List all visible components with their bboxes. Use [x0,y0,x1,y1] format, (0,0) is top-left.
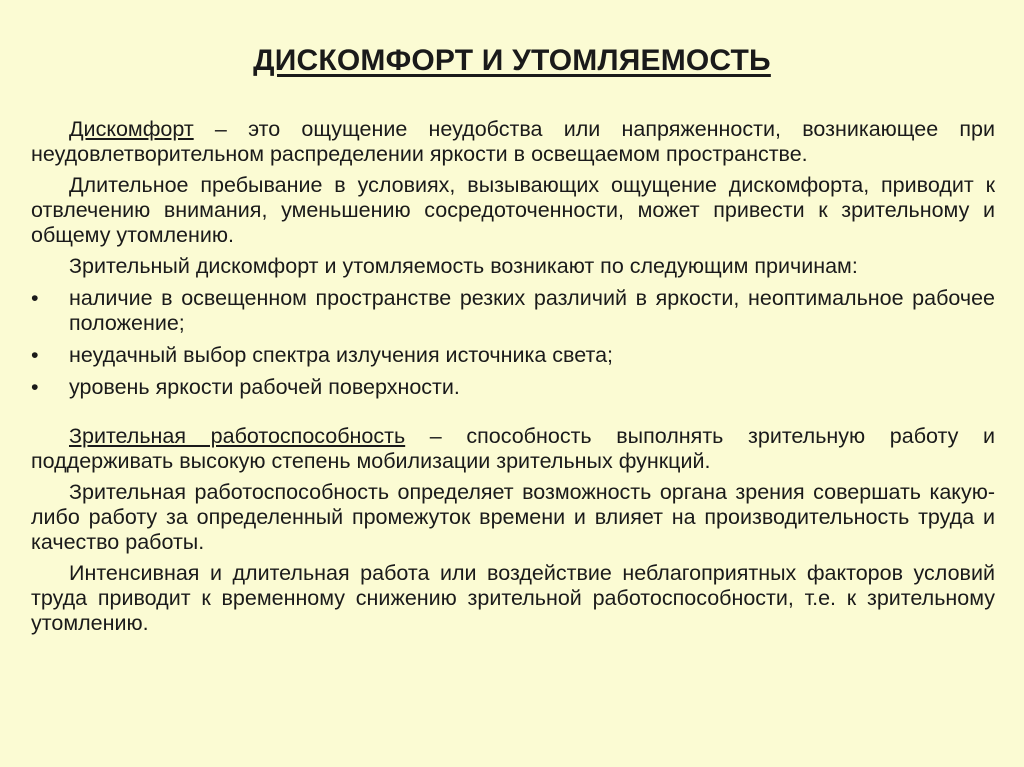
paragraph-causes-intro: Зрительный дискомфорт и утомляемость возникают по следующим причинам: [69,254,858,278]
list-item-text: уровень яркости рабочей поверхности. [69,375,460,399]
paragraph-visual-performance-effect: Зрительная работоспособность определяет возможность органа зрения совершать какую-либо работу за определенный промежуток времени и влияет на производительность труда и качество работы. [31,480,995,554]
term-discomfort: Дискомфорт [69,117,194,141]
term-visual-performance: Зрительная работоспособность [69,424,406,448]
list-item [31,343,995,368]
paragraph-visual-performance-definition [31,424,995,474]
list-item [31,375,995,400]
list-item-text: наличие в освещенном пространстве резких различий в яркости, неоптимальное рабочее положение; [69,286,995,335]
slide-body [31,117,995,636]
slide-title: ДИСКОМФОРТ И УТОМЛЯЕМОСТЬ [253,44,771,77]
paragraph-fatigue: Интенсивная и длительная работа или воздействие неблагоприятных факторов условий труда приводит к временному снижению зрительной работоспособности, т.е. к зрительному утомлению. [31,561,995,635]
list-item [31,286,995,336]
bullet-icon: • [31,343,39,367]
paragraph-discomfort-definition [31,117,995,167]
bullet-icon: • [31,286,39,310]
paragraph-long-stay: Длительное пребывание в условиях, вызывающих ощущение дискомфорта, приводит к отвлечению внимания, уменьшению сосредоточенности, может привести к зрительному и общему утомлению. [31,173,995,247]
definition-text: – способность выполнять зрительную работу и поддерживать высокую степень мобилизации зрительных функций. [31,424,995,473]
definition-text: – это ощущение неудобства или напряженности, возникающее при неудовлетворительном распределении яркости в освещаемом пространстве. [31,117,995,166]
list-item-text: неудачный выбор спектра излучения источника света; [69,343,614,367]
bullet-icon: • [31,375,39,399]
section-spacer [31,400,995,424]
